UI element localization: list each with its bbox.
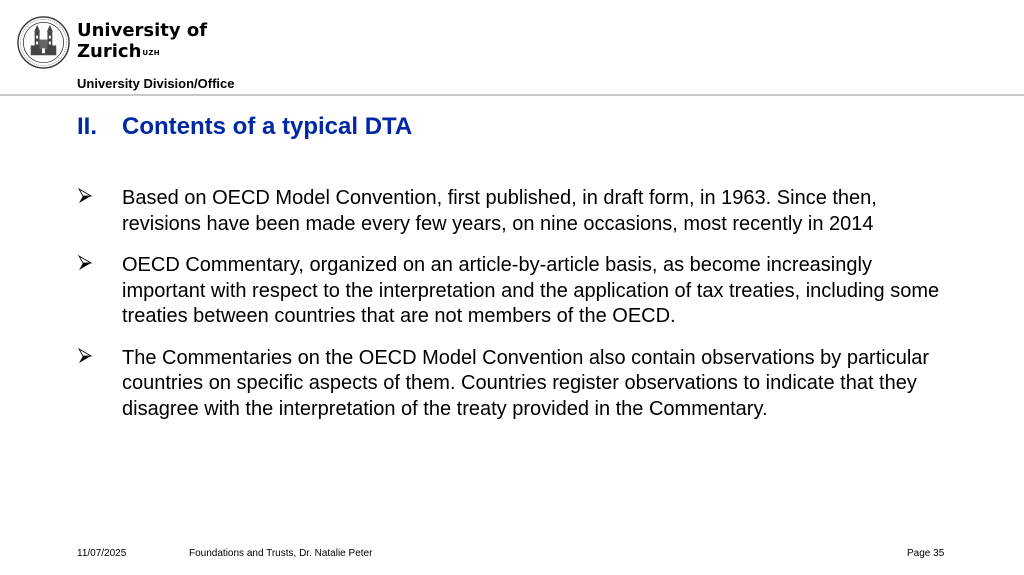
university-wordmark <box>77 20 207 62</box>
arrow-bullet-icon <box>77 188 93 204</box>
slide-title: Contents of a typical DTA <box>122 113 413 140</box>
bullet-text: OECD Commentary, organized on an article-by-article basis, as become increasingly important with respect to the interpretation and the application of tax treaties, including some treaties between countries that are not members of the OECD. <box>122 254 940 327</box>
footer-title: Foundations and Trusts, Dr. Natalie Peter <box>189 548 373 559</box>
footer-date: 11/07/2025 <box>77 548 127 559</box>
university-abbrev: UZH <box>142 49 160 57</box>
arrow-bullet-icon <box>77 255 93 271</box>
university-name-line1: University of <box>77 20 208 41</box>
university-seal-icon <box>17 16 70 69</box>
university-name-line2: Zurich <box>77 41 142 62</box>
bullet-item <box>77 346 957 423</box>
division-label: University Division/Office <box>77 76 235 91</box>
bullet-text: The Commentaries on the OECD Model Convention also contain observations by particular countries on specific aspects of them. Countries register observations to indicate that they disagree with the interpretation of the treaty provided in the Commentary. <box>122 346 930 420</box>
bullet-text: Based on OECD Model Convention, first published, in draft form, in 1963. Since then, revisions have been made every few years, on nine occasions, most recently in 2014 <box>122 187 877 235</box>
arrow-bullet-icon <box>77 348 93 364</box>
section-number: II. <box>77 113 98 140</box>
footer-page-number: Page 35 <box>907 548 945 559</box>
university-logo <box>17 14 208 70</box>
bullet-item <box>77 186 957 237</box>
header-divider <box>0 94 1024 96</box>
bullet-item <box>77 253 957 330</box>
bullet-list <box>77 186 957 438</box>
